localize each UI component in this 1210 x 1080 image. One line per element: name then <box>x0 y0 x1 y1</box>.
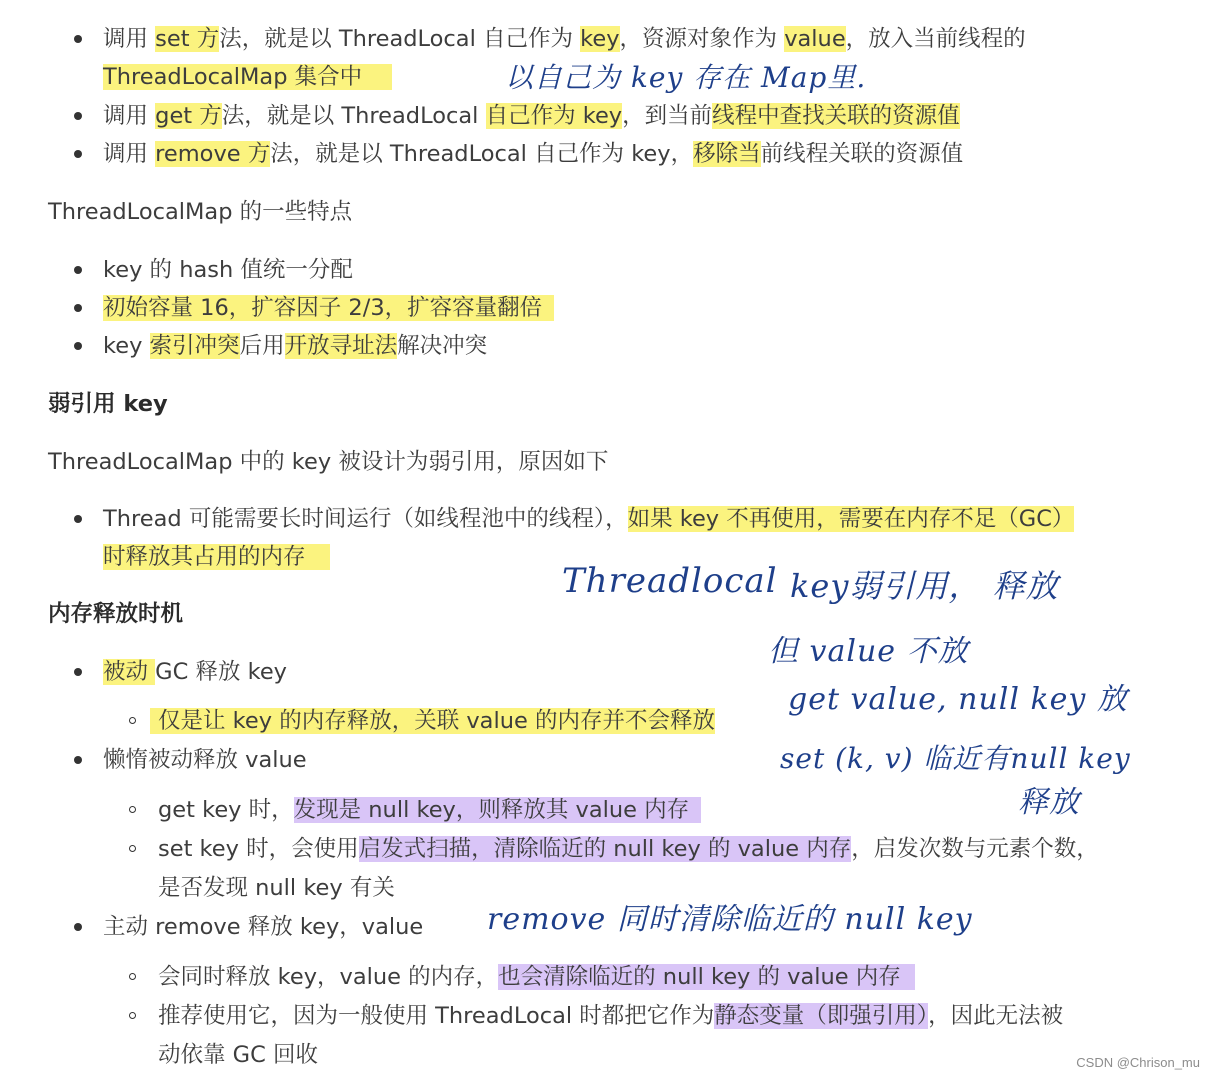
handwritten-note: 以自己为 key 存在 Map里. <box>505 61 867 94</box>
handwritten-note: 但 value 不放 <box>768 634 969 669</box>
list2-line-1: key 的 hash 值统一分配 <box>103 257 353 283</box>
heading-release-timing: 内存释放时机 <box>48 601 184 627</box>
list1-line-1: 调用 set 方法，就是以 ThreadLocal 自己作为 key，资源对象作为 value，放入当前线程的 <box>103 26 1026 52</box>
sub-bullet <box>129 717 136 724</box>
sub-bullet <box>129 806 136 813</box>
list2-line-3: key 索引冲突后用开放寻址法解决冲突 <box>103 333 488 359</box>
handwritten-note: set (k, v) 临近有null key <box>780 742 1131 775</box>
bullet <box>74 266 82 274</box>
list4-sub-4: 会同时释放 key，value 的内存，也会清除临近的 null key 的 value 内存 <box>158 962 915 992</box>
sub-bullet <box>129 1012 136 1019</box>
bullet <box>74 923 82 931</box>
list4-sub-2: get key 时，发现是 null key，则释放其 value 内存 <box>158 795 701 825</box>
bullet <box>74 150 82 158</box>
list4-sub-5b: 动依靠 GC 回收 <box>158 1042 318 1068</box>
heading-weak-ref: 弱引用 key <box>48 391 168 417</box>
bullet <box>74 668 82 676</box>
handwritten-note: Threadlocal <box>562 561 778 601</box>
bullet <box>74 342 82 350</box>
list4-line-3: 主动 remove 释放 key，value <box>103 914 424 940</box>
list4-sub-5: 推荐使用它，因为一般使用 ThreadLocal 时都把它作为静态变量（即强引用），因此无法被 <box>158 1003 1064 1029</box>
list2-line-2: 初始容量 16，扩容因子 2/3，扩容容量翻倍 <box>103 293 554 323</box>
paragraph-weak-ref: ThreadLocalMap 中的 key 被设计为弱引用，原因如下 <box>48 449 609 475</box>
list3-line-1: Thread 可能需要长时间运行（如线程池中的线程），如果 key 不再使用，需要在内存不足（GC） <box>103 506 1075 532</box>
bullet <box>74 35 82 43</box>
bullet <box>74 112 82 120</box>
list1-line-2: 调用 get 方法，就是以 ThreadLocal 自己作为 key，到当前线程中查找关联的资源值 <box>103 103 960 129</box>
handwritten-note: remove 同时清除临近的 null key <box>487 902 973 937</box>
list4-line-1: 被动 GC 释放 key <box>103 659 287 685</box>
bullet <box>74 515 82 523</box>
handwritten-note: key弱引用， 释放 <box>790 567 1059 605</box>
sub-bullet <box>129 845 136 852</box>
list4-sub-3b: 是否发现 null key 有关 <box>158 875 395 901</box>
handwritten-note: 释放 <box>1018 785 1080 820</box>
list1-line-1b: ThreadLocalMap 集合中 <box>103 62 392 92</box>
bullet <box>74 756 82 764</box>
paragraph-features: ThreadLocalMap 的一些特点 <box>48 199 353 225</box>
bullet <box>74 304 82 312</box>
list4-sub-3: set key 时，会使用启发式扫描，清除临近的 null key 的 value 内存，启发次数与元素个数， <box>158 836 1099 862</box>
list3-line-1b: 时释放其占用的内存 <box>103 542 330 572</box>
list1-line-3: 调用 remove 方法，就是以 ThreadLocal 自己作为 key，移除当前线程关联的资源值 <box>103 141 964 167</box>
list4-line-2: 懒惰被动释放 value <box>103 747 307 773</box>
handwritten-note: get value, null key 放 <box>788 682 1128 717</box>
watermark: CSDN @Chrison_mu <box>1076 1055 1200 1070</box>
sub-bullet <box>129 973 136 980</box>
list4-sub-1: 仅是让 key 的内存释放，关联 value 的内存并不会释放 <box>150 706 715 736</box>
